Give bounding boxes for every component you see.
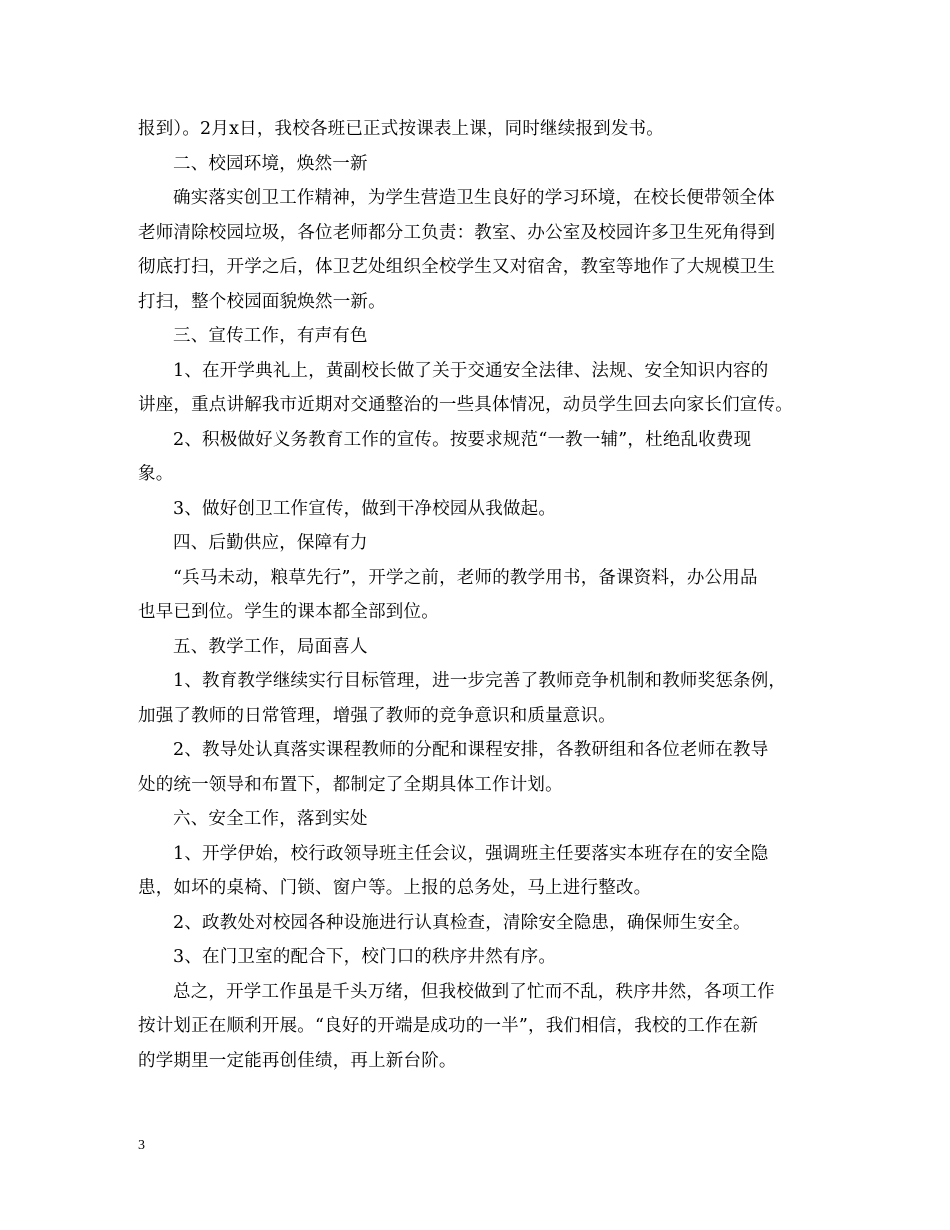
text-line: 加强了教师的日常管理，增强了教师的竞争意识和质量意识。 xyxy=(138,705,616,726)
text-line: 打扫，整个校园面貌焕然一新。 xyxy=(138,291,386,312)
text-line: 2、积极做好义务教育工作的宣传。按要求规范“一教一辅”，杜绝乱收费现 xyxy=(173,429,752,450)
section-heading: 五、教学工作，局面喜人 xyxy=(173,636,368,657)
section-heading: 六、安全工作，落到实处 xyxy=(173,809,368,829)
text-line: 彻底打扫，开学之后，体卫艺处组织全校学生又对宿舍，教室等地作了大规模卫生 xyxy=(138,257,776,277)
text-line: 也早已到位。学生的课本都全部到位。 xyxy=(138,602,439,622)
text-line: 报到）。2月x日，我校各班已正式按课表上课，同时继续报到发书。 xyxy=(138,119,664,139)
text-line: 3、做好创卫工作宣传，做到干净校园从我做起。 xyxy=(173,498,557,519)
text-line: 1、在开学典礼上，黄副校长做了关于交通安全法律、法规、安全知识内容的 xyxy=(173,360,769,381)
text-line: 3、在门卫室的配合下，校门口的秩序井然有序。 xyxy=(173,947,557,967)
text-line: 2、教导处认真落实课程教师的分配和课程安排，各教研组和各位老师在教导 xyxy=(173,740,769,760)
text-line: 总之，开学工作虽是千头万绪，但我校做到了忙而不乱，秩序井然，各项工作 xyxy=(173,981,775,1002)
document-body xyxy=(138,112,818,1078)
text-line: 1、开学伊始，校行政领导班主任会议，强调班主任要落实本班存在的安全隐 xyxy=(173,843,769,864)
section-heading: 二、校园环境，焕然一新 xyxy=(173,153,368,174)
text-line: 老师清除校园垃圾，各位老师都分工负责：教室、办公室及校园许多卫生死角得到 xyxy=(138,222,776,243)
text-line: 2、政教处对校园各种设施进行认真检查，清除安全隐患，确保师生安全。 xyxy=(173,912,751,933)
text-line: “兵马未动，粮草先行”，开学之前，老师的教学用书，备课资料，办公用品 xyxy=(173,567,758,588)
text-line: 处的统一领导和布置下，都制定了全期具体工作计划。 xyxy=(138,774,563,795)
section-heading: 四、后勤供应，保障有力 xyxy=(173,533,368,553)
text-line: 1、教育教学继续实行目标管理，进一步完善了教师竞争机制和教师奖惩条例， xyxy=(173,671,787,691)
text-line: 讲座，重点讲解我市近期对交通整治的一些具体情况，动员学生回去向家长们宣传。 xyxy=(138,395,793,415)
section-heading: 三、宣传工作，有声有色 xyxy=(173,326,368,346)
text-line: 象。 xyxy=(138,464,174,484)
text-line: 患，如坏的桌椅、门锁、窗户等。上报的总务处，马上进行整改。 xyxy=(138,878,652,898)
text-line: 确实落实创卫工作精神，为学生营造卫生良好的学习环境，在校长便带领全体 xyxy=(173,188,775,208)
text-line: 的学期里一定能再创佳绩，再上新台阶。 xyxy=(138,1050,457,1071)
text-line: 按计划正在顺利开展。“良好的开端是成功的一半”，我们相信，我校的工作在新 xyxy=(138,1016,759,1036)
page-number: 3 xyxy=(138,1138,145,1153)
